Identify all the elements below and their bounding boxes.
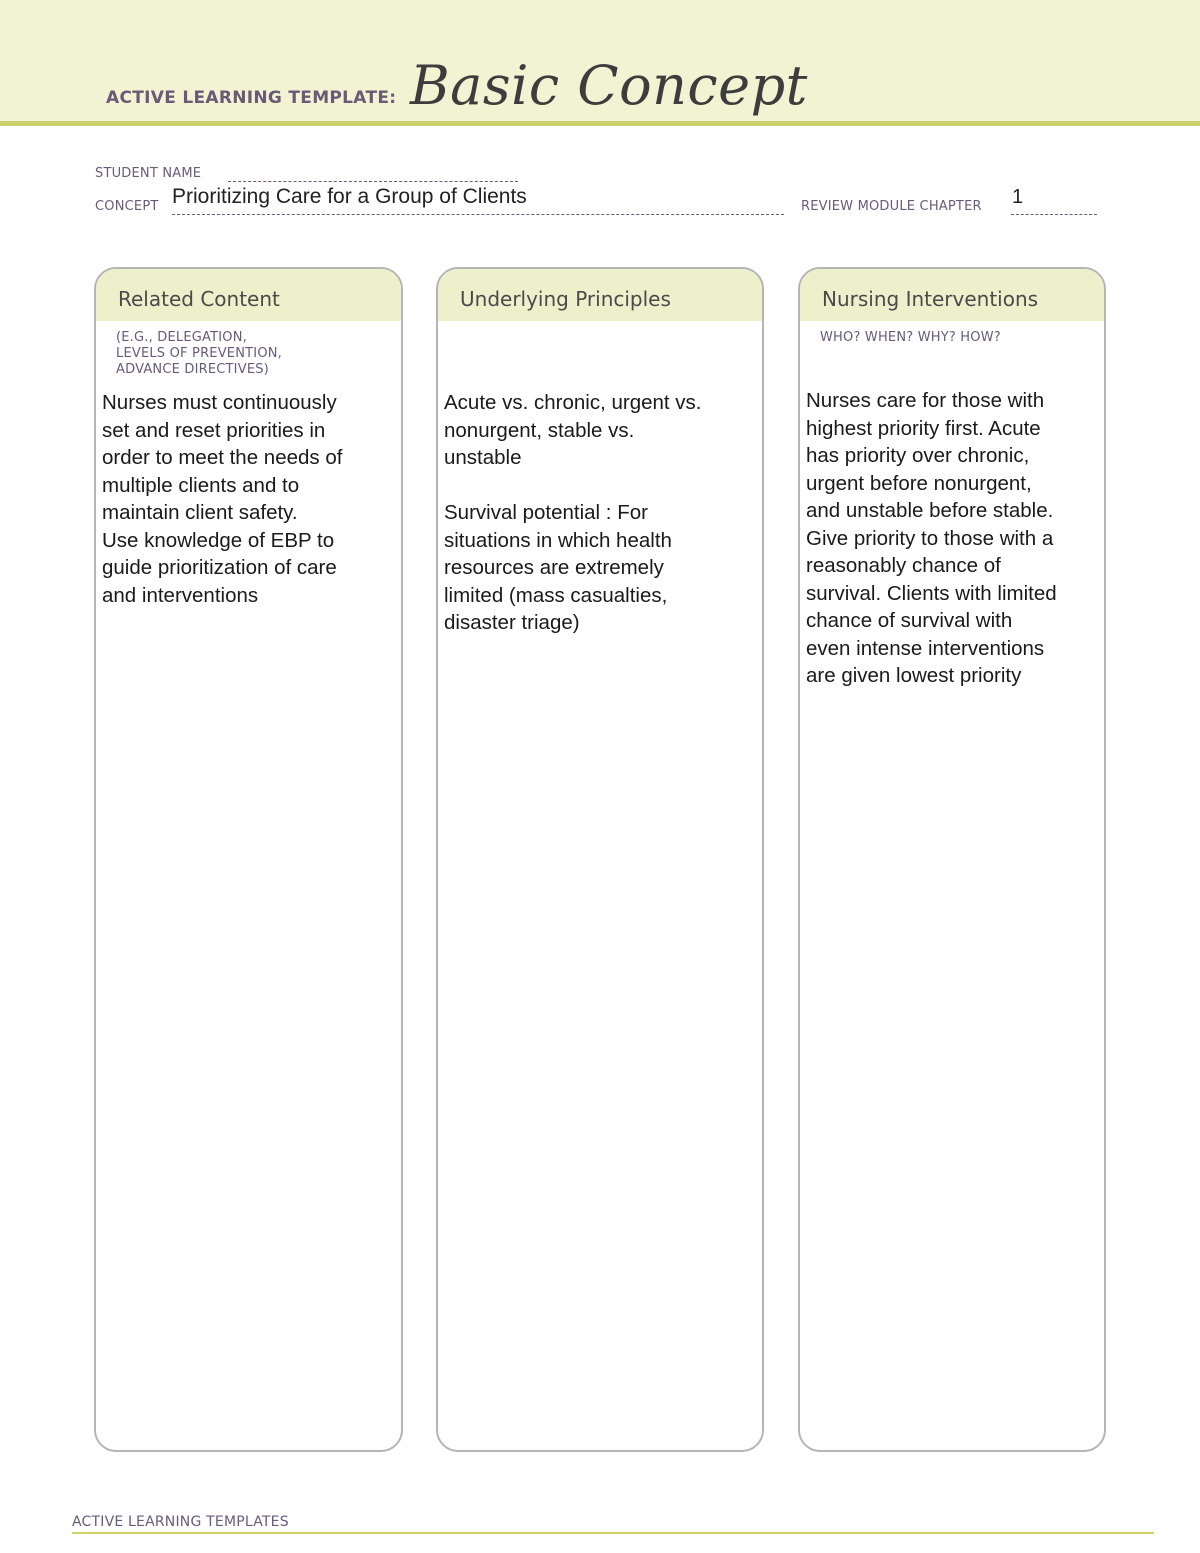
chapter-label: REVIEW MODULE CHAPTER [801, 199, 982, 214]
chapter-field[interactable]: 1 [1012, 186, 1024, 208]
concept-underline [172, 214, 784, 215]
template-label: ACTIVE LEARNING TEMPLATE: [106, 88, 397, 108]
template-title: Basic Concept [410, 54, 808, 117]
panel-subtitle: (E.G., DELEGATION, LEVELS OF PREVENTION, ADVANCE DIRECTIVES) [116, 330, 283, 377]
panel-subtitle: WHO? WHEN? WHY? HOW? [820, 330, 1001, 345]
concept-field[interactable]: Prioritizing Care for a Group of Clients [172, 185, 527, 208]
footer-divider [72, 1532, 1154, 1534]
footer-label: ACTIVE LEARNING TEMPLATES [72, 1514, 289, 1530]
panel-nursing-interventions [798, 267, 1106, 1452]
student-name-underline [228, 181, 518, 182]
panel-related-content [94, 267, 403, 1452]
panel-body-text[interactable]: Acute vs. chronic, urgent vs. nonurgent, stable vs. unstable Survival potential : For situations in which health resources are extremely limited (mass casualties, disaster triage) [444, 391, 702, 634]
header-divider [0, 121, 1200, 126]
chapter-underline [1011, 214, 1097, 215]
panel-title: Underlying Principles [460, 287, 671, 311]
panel-body-text[interactable]: Nurses care for those with highest priority first. Acute has priority over chronic, urgent before nonurgent, and unstable before stable. Give priority to those with a reasonably chance of survival. Clients with limited chance of survival with even intense interventions are given lowest priority [806, 389, 1057, 687]
panel-title: Related Content [118, 287, 280, 311]
concept-label: CONCEPT [95, 199, 159, 214]
student-name-label: STUDENT NAME [95, 166, 202, 181]
panel-underlying-principles [436, 267, 764, 1452]
panel-title: Nursing Interventions [822, 287, 1039, 311]
panel-body-text[interactable]: Nurses must continuously set and reset priorities in order to meet the needs of multiple clients and to maintain client safety. Use knowledge of EBP to guide prioritization of care and interventions [102, 391, 343, 607]
